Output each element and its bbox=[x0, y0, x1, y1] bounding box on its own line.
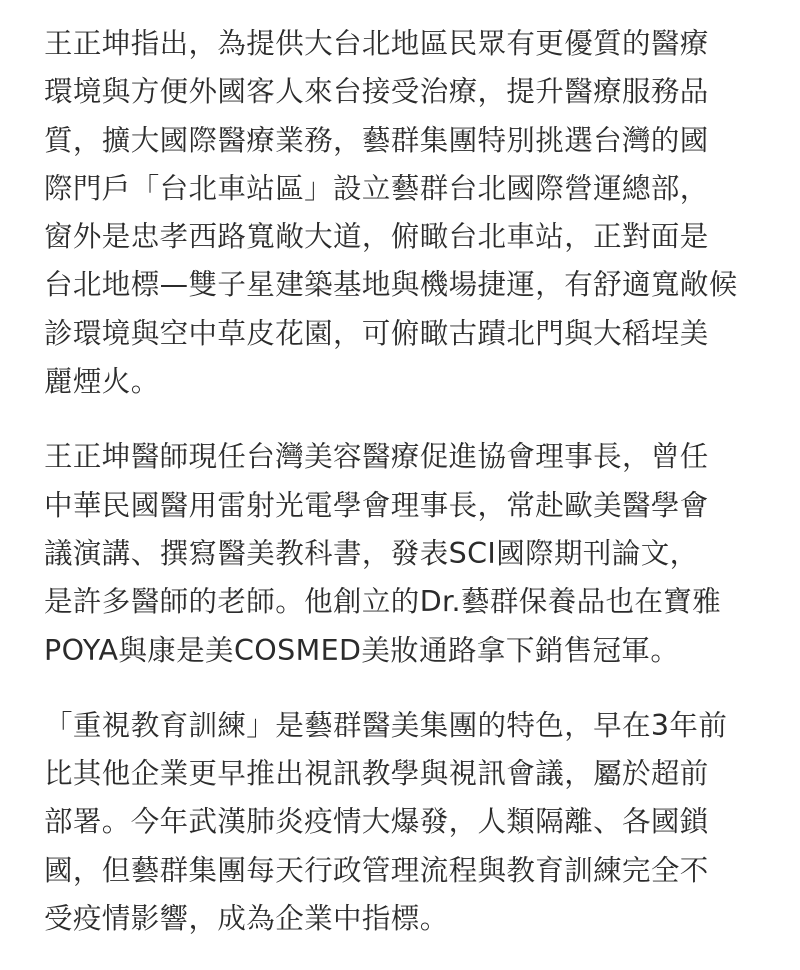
text-line: 比其他企業更早推出視訊教學與視訊會議，屬於超前 bbox=[44, 757, 709, 791]
text-line: 窗外是忠孝西路寬敞大道，俯瞰台北車站，正對面是 bbox=[44, 220, 709, 254]
text-line: 王正坤醫師現任台灣美容醫療促進協會理事長，曾任 bbox=[44, 440, 709, 474]
text-line: POYA與康是美COSMED美妝通路拿下銷售冠軍。 bbox=[44, 633, 680, 667]
text-line: 部署。今年武漢肺炎疫情大爆發，人類隔離、各國鎖 bbox=[44, 805, 709, 839]
text-line: 王正坤指出，為提供大台北地區民眾有更優質的醫療 bbox=[44, 27, 709, 60]
text-line: 受疫情影響，成為企業中指標。 bbox=[44, 902, 449, 936]
paragraph-doctor-profile bbox=[44, 433, 774, 674]
text-line: 「重視教育訓練」是藝群醫美集團的特色，早在3年前 bbox=[44, 708, 728, 742]
text-line: 台北地標—雙子星建築基地與機場捷運，有舒適寬敞候 bbox=[44, 268, 738, 302]
article-body bbox=[44, 20, 774, 970]
text-line: 議演講、撰寫醫美教科書，發表SCI國際期刊論文， bbox=[44, 536, 699, 570]
text-line: 際門戶「台北車站區」設立藝群台北國際營運總部， bbox=[44, 171, 709, 205]
text-line: 診環境與空中草皮花園，可俯瞰古蹟北門與大稻埕美 bbox=[44, 316, 709, 350]
text-line: 質，擴大國際醫療業務，藝群集團特別挑選台灣的國 bbox=[44, 123, 709, 157]
paragraph-office bbox=[44, 20, 774, 406]
text-line: 麗煙火。 bbox=[44, 365, 160, 399]
text-line: 是許多醫師的老師。他創立的Dr.藝群保養品也在寶雅 bbox=[44, 585, 722, 619]
text-line: 中華民國醫用雷射光電學會理事長，常赴歐美醫學會 bbox=[44, 488, 709, 522]
paragraph-education-training bbox=[44, 702, 774, 943]
text-line: 環境與方便外國客人來台接受治療，提升醫療服務品 bbox=[44, 75, 709, 109]
text-line: 國，但藝群集團每天行政管理流程與教育訓練完全不 bbox=[44, 853, 709, 887]
